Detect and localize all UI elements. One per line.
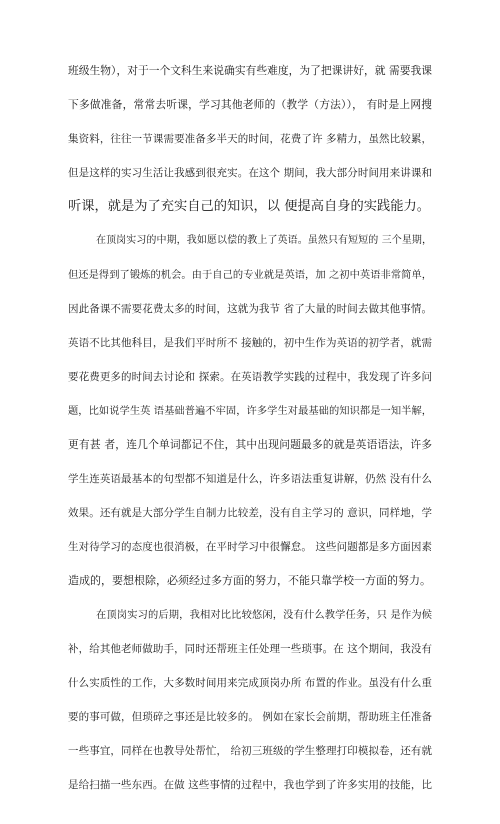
text-line: 题，比如说学生英 语基础普遍不牢固，许多学生对最基础的知识都是一知半解， bbox=[68, 405, 432, 417]
text-line: 要花费更多的时间去讨论和 探索。在英语教学实践的过程中，我发现了许多问 bbox=[68, 371, 432, 383]
text-line: 造成的，要想根除，必须经过多方面的努力，不能只靠学校一方面的努力。 bbox=[68, 574, 431, 587]
text-line: 一些事宜，同样在也教导处帮忙， 给初三班级的学生整理打印模拟卷，还有就 bbox=[68, 745, 432, 757]
text-line: 因此备课不需要花费太多的时间，这就为我节 省了大量的时间去做其他事情。 bbox=[68, 303, 432, 315]
text-line: 学生连英语最基本的句型都不知道是什么，许多语法重复讲解，仍然 没有什么 bbox=[68, 473, 432, 485]
text-line: 但是这样的实习生活让我感到很充实。在这个 期间，我大部分时间用来讲课和 bbox=[68, 167, 432, 179]
text-line: 集资料，往往一节课需要准备多半天的时间，花费了许 多精力，虽然比较累， bbox=[68, 133, 432, 145]
text-line: 听课，就是为了充实自己的知识，以 便提高自身的实践能力。 bbox=[68, 199, 430, 214]
text-line: 效果。还有就是大部分学生自制力比较差，没有自主学习的 意识，同样地，学 bbox=[68, 507, 432, 519]
text-line: 是给扫描一些东西。在做 这些事情的过程中，我也学到了许多实用的技能，比 bbox=[68, 779, 432, 791]
text-line: 生对待学习的态度也很消极，在平时学习中很懈怠。 这些问题都是多方面因素 bbox=[68, 541, 432, 553]
text-line: 什么实质性的工作，大多数时间用来完成顶岗办所 布置的作业。虽没有什么重 bbox=[68, 677, 432, 689]
text-line: 英语不比其他科目，是我们平时所不 接触的，初中生作为英语的初学者，就需 bbox=[68, 337, 432, 349]
text-line: 补，给其他老师做助手，同时还帮班主任处理一些琐事。在 这个期间，我没有 bbox=[68, 643, 432, 655]
text-line: 要的事可做，但琐碎之事还是比较多的。 例如在家长会前期，帮助班主任准备 bbox=[68, 711, 432, 723]
text-line: 但还是得到了锻炼的机会。由于自己的专业就是英语，加 之初中英语非常简单， bbox=[68, 269, 432, 281]
text-line: 下多做准备，常常去听课，学习其他老师的（教学（方法））， 有时是上网搜 bbox=[68, 98, 432, 111]
text-line: 班级生物），对于一个文科生来说确实有些难度，为了把课讲好，就 需要我课 bbox=[68, 64, 432, 77]
text-line: 在顶岗实习的后期，我相对比比较悠闲，没有什么教学任务，只 是作为候 bbox=[96, 609, 432, 621]
text-line: 更有甚 者，连几个单词都记不住，其中出现问题最多的就是英语语法，许多 bbox=[68, 438, 432, 451]
text-line: 在顶岗实习的中期，我如愿以偿的教上了英语。虽然只有短短的 三个星期， bbox=[96, 235, 432, 246]
